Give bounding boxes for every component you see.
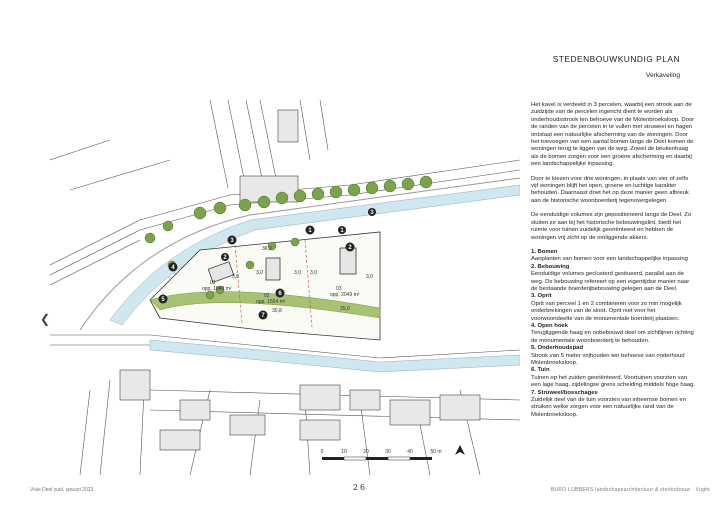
dim-7: 30,8 (272, 308, 282, 314)
description-paragraph-1: Het kavel is verdeeld in 3 percelen, waarbij een strook aan de zuidzijde van de percelen ingericht dient te worden als onderhoudsstrook ten behoeve van de Molenbroeksloop. Door de randen van de percelen in te vullen met struweel en hagen ontstaat een natuurlijke afscherming van de woningen. Door het toevoegen van een aantal bomen langs de Deel komen de woningen terug te liggen van de weg. Zowel de beukenhaag als de bomen zorgen voor een groene afscherming en daarbij een landschappelijke inpassing. (531, 102, 695, 168)
marker-5: 5 (161, 297, 165, 303)
lot-label-01: 01 (210, 280, 216, 286)
marker-2b: 2 (223, 255, 227, 261)
dim-5: 3,0 (256, 270, 263, 276)
legend-text: Oprit van perceel 1 en 2 combineren voor zo min mogelijk onderbrekingen van de sloot. Oprit niet voor het voorwoondeelte van de monumentale boerderij plaatsen. (531, 300, 682, 322)
legend-item (531, 264, 696, 294)
scale-tick-0: 0 (320, 449, 324, 455)
previous-page-arrow-icon[interactable]: ❮ (40, 312, 51, 326)
legend-text: Eenduidige volumes geclusterd gesitueerd, parallel aan de weg. De bebouwing refereert op een eigentijdse manier naar de bestaande boerderijbebouwing gelegen aan de Deel. (531, 271, 690, 292)
legend-title: 2. Bebouwing (531, 263, 570, 270)
dim-1: 3,0 (232, 274, 239, 280)
scale-tick-50: 50 m (430, 449, 442, 455)
legend-title: 7. Struweel/bosschages (531, 389, 598, 396)
legend-item (531, 390, 696, 420)
site-plan (50, 100, 520, 475)
legend-item (531, 345, 696, 367)
lot-area-02: opp. 1564 m² (256, 299, 286, 305)
legend-text: Tuinen op het zuiden georiënteerd. Voortuinen voorzien van een lage haag, zijdelingse grens scheiding middels hoge haag. (531, 374, 696, 389)
dim-8: 35,0 (340, 306, 350, 312)
legend-item (531, 323, 696, 345)
marker-6: 6 (278, 291, 282, 297)
marker-3: 3 (230, 238, 234, 244)
footer-left: Visie Deel zuid, januari 2023 (30, 487, 94, 493)
legend-text: Terugliggende haag en onbebouwd deel om zichtlijnen richting de monumentale woonboerderij te behouden. (531, 330, 694, 344)
legend-text: Aanplanten van bomen voor een landschappelijke inpassing (531, 256, 688, 263)
marker-7: 7 (261, 313, 265, 319)
page-subtitle: Verkaveling (645, 72, 680, 79)
scale-tick-20: 20 (363, 449, 369, 455)
lot-label-02: 02 (264, 293, 270, 299)
description-paragraph-3: De eenduidige volumes zijn gepositioneerd langs de Deel. Zo sluiten ze aan bij het historische bebouwingslint, biedt het ruimte voor tuinen zuidelijk georiënteerd en hebben de woningen vrij zicht op de omliggende akkers. (531, 212, 692, 241)
legend-title: 3. Oprit (531, 293, 552, 300)
legend-title: 1. Bomen (531, 248, 558, 255)
legend-list (531, 249, 696, 419)
legend-title: 5. Onderhoudspad (531, 345, 584, 352)
legend-text: Zuidelijk deel van de tuin voorzien van inheemse bomen en struiken welke zorgen voor een natuurlijke rand van de Molenbroeksloop. (531, 397, 686, 418)
marker-4: 4 (171, 265, 175, 271)
scale-tick-30: 30 (385, 449, 391, 455)
marker-2: 2 (348, 245, 352, 251)
dim-6: 36,2 (262, 246, 272, 252)
page-title: STEDENBOUWKUNDIG PLAN (552, 54, 680, 64)
description-paragraph-2: Door te kiezen voor drie woningen, in plaats van vier of zelfs vijf woningen blijft het open, groene en luchtige karakter behouden. Daarnaast doet het op deze manier geen afbreuk aan de historische woonboerderij tegenovergelegen. (531, 175, 689, 204)
scale-tick-10: 10 (341, 449, 347, 455)
legend-text: Strook van 5 meter vrijhouden ten behoeve van onderhoud Molenbroeksloop. (531, 352, 685, 366)
footer-right: BURO LUBBERS landschapsarchitectuur & stedenbouw · Vught (550, 487, 710, 493)
dim-3: 3,0 (310, 270, 317, 276)
legend-title: 6. Tuin (531, 367, 550, 374)
scale-tick-40: 40 (407, 449, 413, 455)
legend-item (531, 367, 696, 389)
dim-2: 3,0 (294, 270, 301, 276)
marker-1: 1 (308, 228, 312, 234)
marker-3b: 3 (370, 210, 374, 216)
legend-item (531, 249, 696, 264)
legend-item (531, 293, 696, 323)
lot-area-01: opp. 1049 m² (202, 286, 232, 292)
lot-area-03: opp. 2049 m² (330, 292, 360, 298)
marker-1b: 1 (340, 228, 344, 234)
lot-label-03: 03 (336, 286, 342, 292)
description-column (531, 102, 696, 419)
dim-4: 3,0 (366, 274, 373, 280)
legend-title: 4. Open hoek (531, 322, 568, 329)
page-number: 26 (352, 483, 368, 492)
